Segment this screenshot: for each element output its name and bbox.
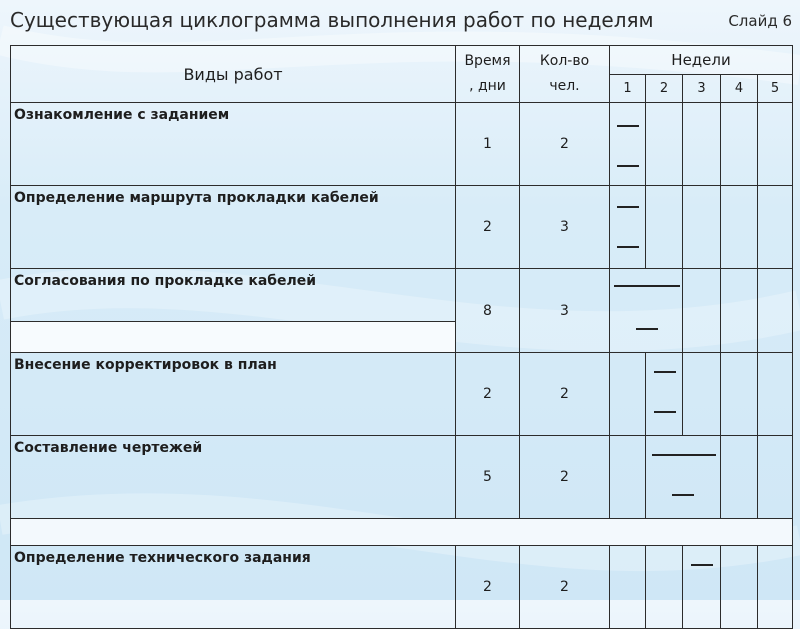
task-days: 2 bbox=[456, 546, 520, 629]
week-cell bbox=[758, 353, 793, 436]
table-row bbox=[11, 353, 793, 436]
table-row bbox=[11, 546, 793, 629]
week-cell bbox=[610, 186, 646, 269]
table-row bbox=[11, 436, 793, 519]
task-people: 3 bbox=[520, 186, 610, 269]
gantt-bar bbox=[617, 246, 639, 248]
header-row-1 bbox=[11, 46, 793, 75]
gantt-bar bbox=[614, 285, 680, 287]
week-cell bbox=[646, 436, 721, 519]
task-name: Составление чертежей bbox=[11, 436, 456, 519]
header-people-line2: чел. bbox=[549, 78, 580, 94]
task-days: 8 bbox=[456, 269, 520, 353]
slide-title: Существующая циклограмма выполнения работ по неделям bbox=[10, 8, 654, 32]
week-cell bbox=[610, 269, 683, 353]
schedule-table bbox=[10, 45, 793, 629]
task-people: 2 bbox=[520, 103, 610, 186]
week-cell bbox=[758, 269, 793, 353]
gantt-bar bbox=[672, 494, 694, 496]
gantt-bar bbox=[636, 328, 658, 330]
task-name: Внесение корректировок в план bbox=[11, 353, 456, 436]
week-cell bbox=[683, 103, 721, 186]
header-weeks: Недели bbox=[610, 46, 793, 75]
week-number: 3 bbox=[683, 75, 721, 103]
gantt-bar bbox=[691, 564, 713, 566]
task-people: 2 bbox=[520, 436, 610, 519]
week-cell bbox=[610, 546, 646, 629]
table-row bbox=[11, 103, 793, 186]
week-cell bbox=[758, 186, 793, 269]
gantt-bar bbox=[617, 125, 639, 127]
week-number: 5 bbox=[758, 75, 793, 103]
week-cell bbox=[683, 546, 721, 629]
week-cell bbox=[721, 269, 758, 353]
week-cell bbox=[646, 103, 683, 186]
header-people-line1: Кол-во bbox=[539, 53, 590, 69]
week-cell bbox=[646, 546, 683, 629]
header-time bbox=[456, 46, 520, 103]
week-cell bbox=[721, 546, 758, 629]
separator-row bbox=[11, 519, 793, 546]
task-name: Определение маршрута прокладки кабелей bbox=[11, 186, 456, 269]
week-cell bbox=[758, 546, 793, 629]
week-cell bbox=[683, 269, 721, 353]
task-days: 2 bbox=[456, 186, 520, 269]
header-time-line1: Время bbox=[464, 53, 511, 69]
week-cell bbox=[646, 186, 683, 269]
task-people: 2 bbox=[520, 546, 610, 629]
task-days: 5 bbox=[456, 436, 520, 519]
task-name-continuation bbox=[11, 322, 456, 353]
week-cell bbox=[721, 103, 758, 186]
task-people: 2 bbox=[520, 353, 610, 436]
table-row bbox=[11, 269, 793, 322]
separator-cell bbox=[11, 519, 793, 546]
gantt-bar bbox=[652, 454, 716, 456]
header-work-type: Виды работ bbox=[11, 46, 456, 103]
task-name: Ознакомление с заданием bbox=[11, 103, 456, 186]
slide-number: Слайд 6 bbox=[728, 12, 792, 30]
header-people bbox=[520, 46, 610, 103]
task-people: 3 bbox=[520, 269, 610, 353]
gantt-bar bbox=[617, 206, 639, 208]
week-cell bbox=[610, 353, 646, 436]
week-cell bbox=[683, 353, 721, 436]
task-name: Согласования по прокладке кабелей bbox=[11, 269, 456, 322]
week-cell bbox=[610, 103, 646, 186]
week-cell bbox=[721, 353, 758, 436]
gantt-bar bbox=[617, 165, 639, 167]
task-days: 1 bbox=[456, 103, 520, 186]
task-days: 2 bbox=[456, 353, 520, 436]
gantt-bar bbox=[654, 411, 676, 413]
week-number: 1 bbox=[610, 75, 646, 103]
week-cell bbox=[758, 103, 793, 186]
week-number: 2 bbox=[646, 75, 683, 103]
task-name: Определение технического задания bbox=[11, 546, 456, 629]
header-time-line2: , дни bbox=[469, 78, 506, 94]
week-cell bbox=[721, 436, 758, 519]
week-cell bbox=[646, 353, 683, 436]
week-number: 4 bbox=[721, 75, 758, 103]
week-cell bbox=[683, 186, 721, 269]
gantt-bar bbox=[654, 371, 676, 373]
week-cell bbox=[758, 436, 793, 519]
week-cell bbox=[721, 186, 758, 269]
week-cell bbox=[610, 436, 646, 519]
table-row bbox=[11, 186, 793, 269]
